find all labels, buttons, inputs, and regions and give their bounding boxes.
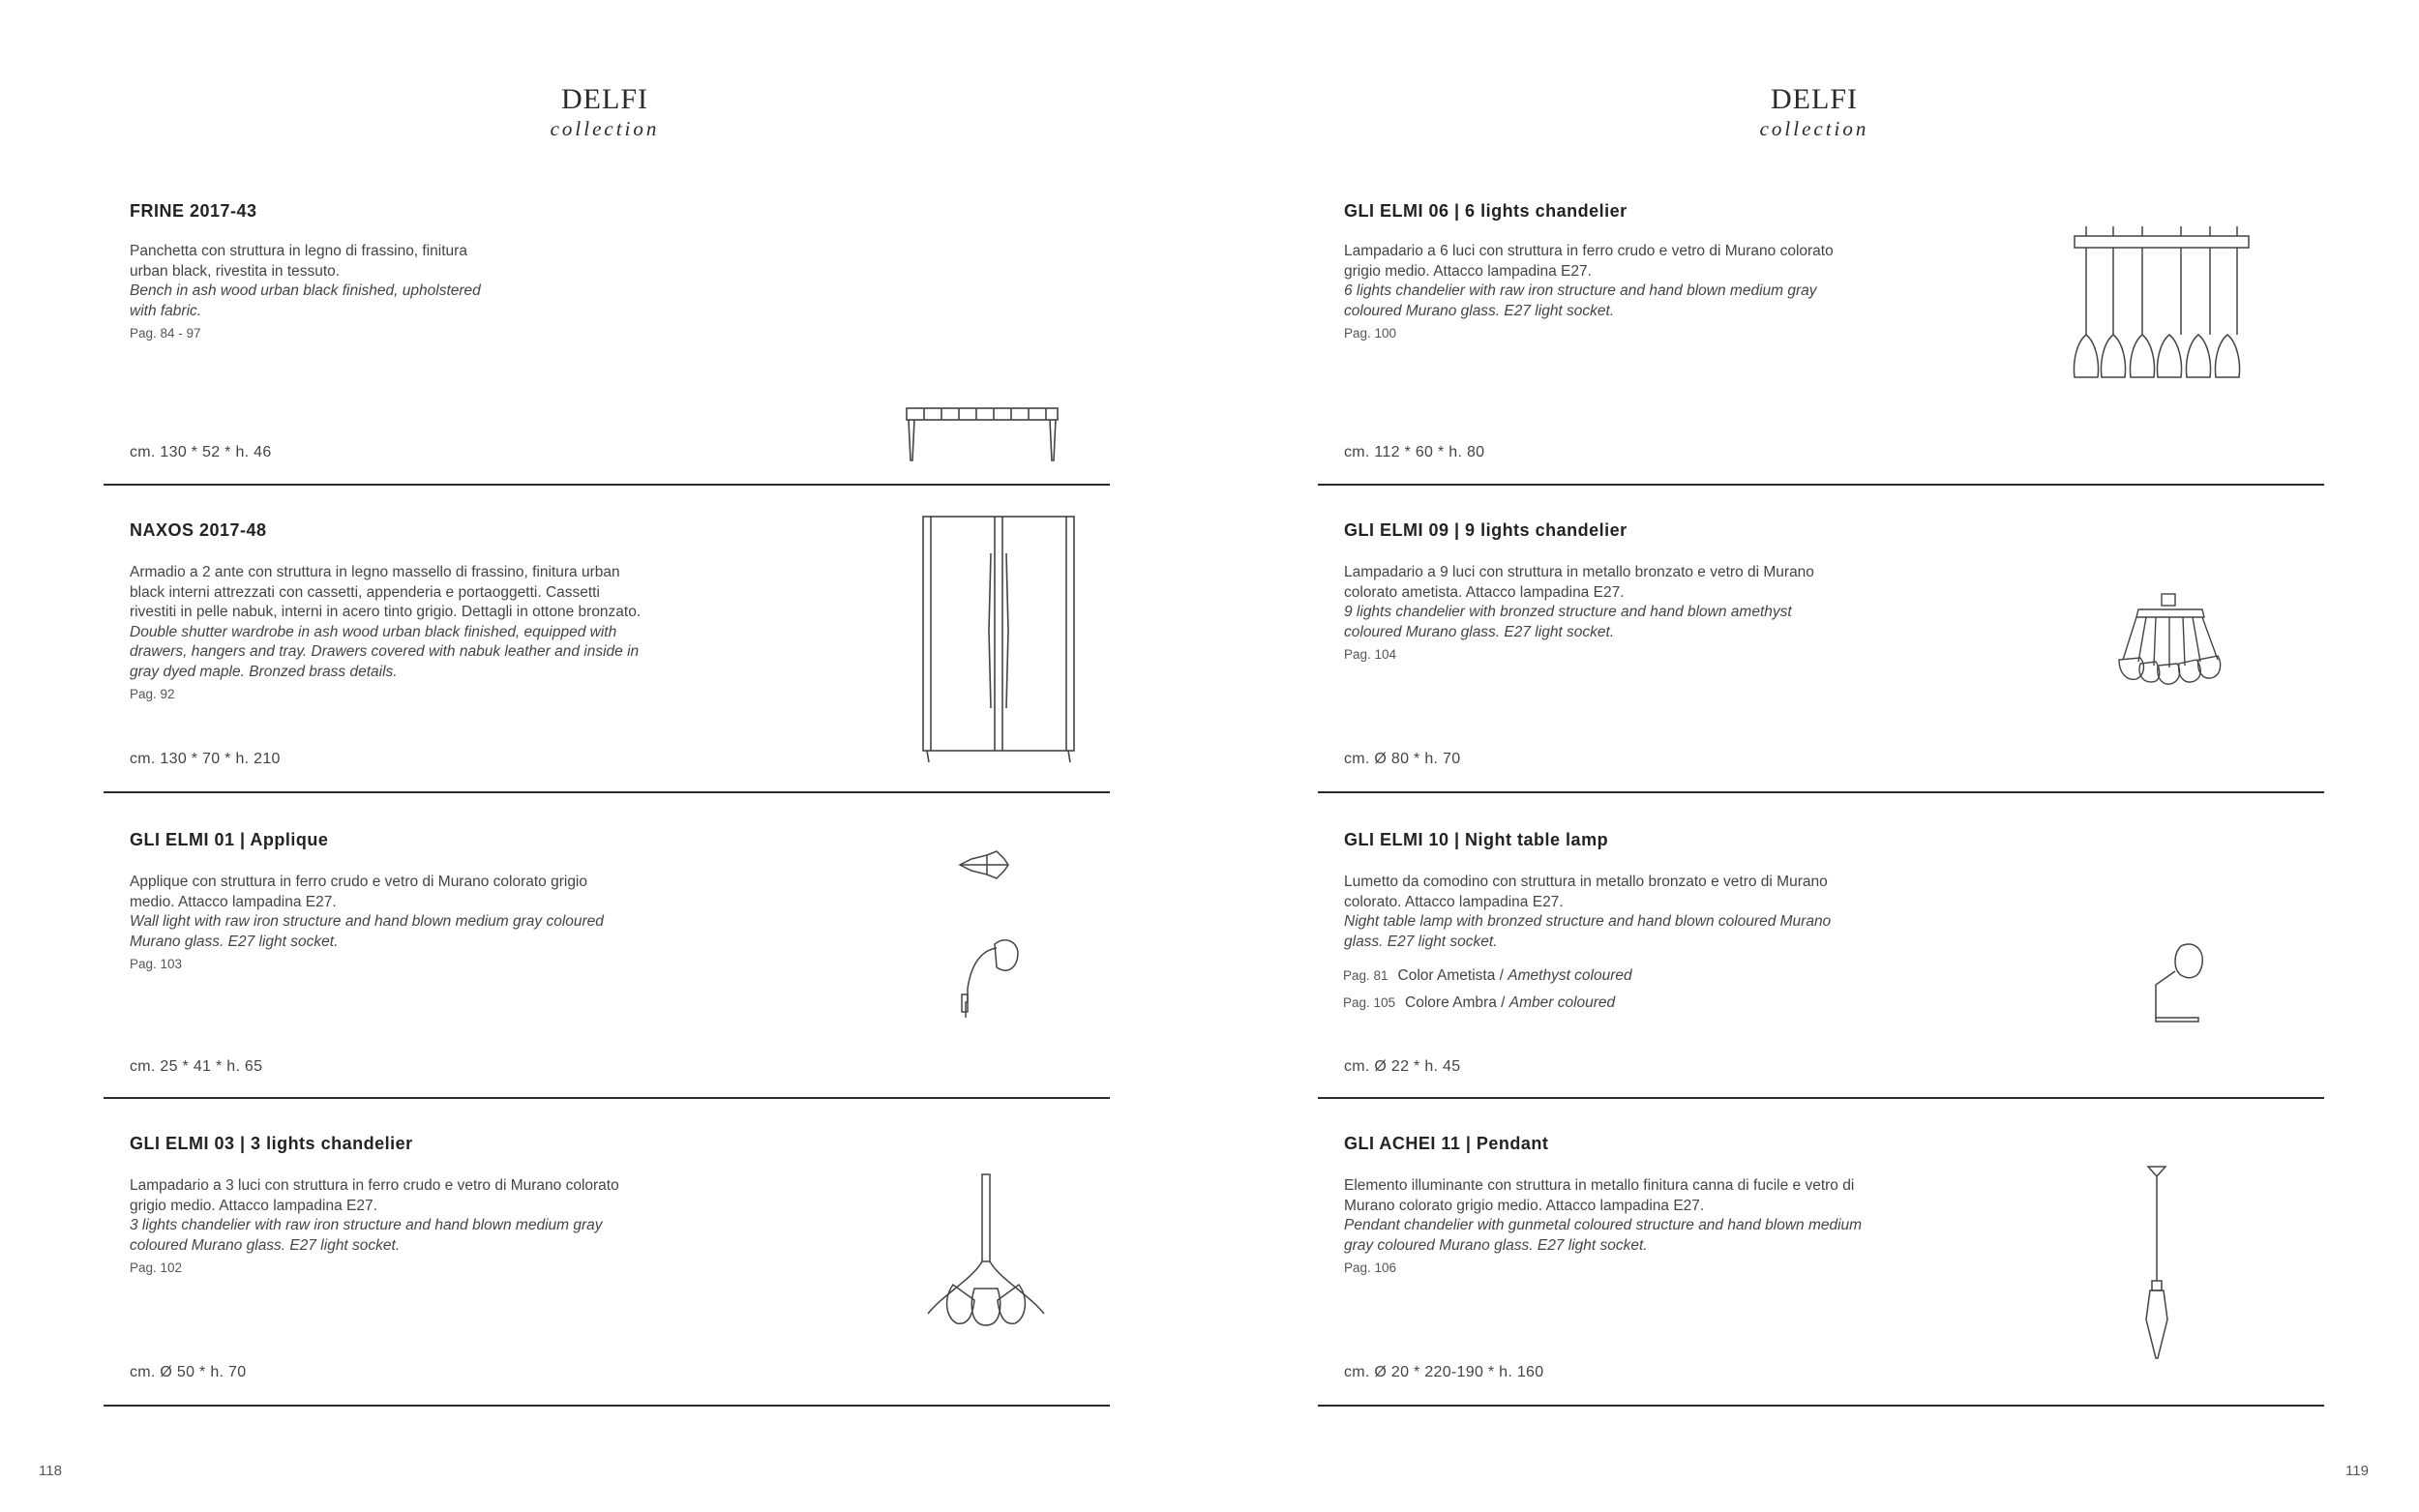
page-reference: Pag. 103 xyxy=(130,957,183,971)
english-text: 9 lights chandelier with bronzed structure and hand blown amethyst coloured Murano glass. E27 light socket. xyxy=(1344,604,1792,640)
left-page-header xyxy=(0,83,1210,141)
product-title: GLI ELMI 01 | Applique xyxy=(130,830,329,849)
english-text: Wall light with raw iron structure and hand blown medium gray coloured Murano glass. E27 light socket. xyxy=(130,913,604,950)
product-description xyxy=(1344,1176,1867,1279)
brand-title: DELFI xyxy=(561,83,648,115)
product-dimensions: cm. 25 * 41 * h. 65 xyxy=(130,1058,263,1075)
product-title: GLI ELMI 06 | 6 lights chandelier xyxy=(1344,201,1628,221)
product-title: GLI ELMI 10 | Night table lamp xyxy=(1344,830,1609,849)
product-entry-gli-elmi-10 xyxy=(1318,793,2324,1099)
italian-text: Lampadario a 6 luci con struttura in ferro crudo e vetro di Murano colorato grigio medio. Attacco lampadina E27. xyxy=(1344,243,1834,280)
variant-italian-label: Color Ametista / xyxy=(1397,967,1508,984)
variant-page-reference: Pag. 81 xyxy=(1343,968,1389,983)
english-text: Bench in ash wood urban black finished, upholstered with fabric. xyxy=(130,282,481,319)
right-page xyxy=(1210,0,2419,1512)
page-reference: Pag. 84 - 97 xyxy=(130,326,201,341)
color-variant-amber xyxy=(1343,994,1615,1012)
product-description xyxy=(1344,873,1847,952)
product-dimensions: cm. Ø 50 * h. 70 xyxy=(130,1364,247,1380)
product-entry-gli-elmi-01 xyxy=(104,793,1110,1099)
product-dimensions: cm. 112 * 60 * h. 80 xyxy=(1344,444,1485,460)
page-reference: Pag. 104 xyxy=(1344,647,1397,662)
right-page-header xyxy=(1210,83,2419,141)
collection-subtitle: collection xyxy=(550,117,660,140)
color-variant-amethyst xyxy=(1343,967,1632,985)
italian-text: Armadio a 2 ante con struttura in legno massello di frassino, finitura urban black interni attrezzati con cassetti, appenderia e portaoggetti. Cassetti rivestiti in pelle nabuk, interni in acero tinto grigio. Dettagli in ottone bronzato. xyxy=(130,564,642,620)
product-dimensions: cm. 130 * 52 * h. 46 xyxy=(130,444,272,460)
variant-english-label: Amethyst coloured xyxy=(1508,967,1632,984)
english-text: Night table lamp with bronzed structure and hand blown coloured Murano glass. E27 light socket. xyxy=(1344,913,1832,950)
product-entry-gli-elmi-09 xyxy=(1318,486,2324,793)
product-title: GLI ELMI 03 | 3 lights chandelier xyxy=(130,1134,413,1153)
product-description xyxy=(130,563,642,705)
italian-text: Applique con struttura in ferro crudo e vetro di Murano colorato grigio medio. Attacco lampadina E27. xyxy=(130,874,587,910)
page-reference: Pag. 106 xyxy=(1344,1260,1397,1275)
bench-drawing-icon xyxy=(905,406,1060,464)
product-title: GLI ELMI 09 | 9 lights chandelier xyxy=(1344,520,1628,540)
table-lamp-drawing-icon xyxy=(2152,942,2210,1023)
product-entry-gli-achei-11 xyxy=(1318,1099,2324,1407)
english-text: 6 lights chandelier with raw iron structure and hand blown medium gray coloured Murano glass. E27 light socket. xyxy=(1344,282,1817,319)
product-description xyxy=(1344,563,1847,666)
product-dimensions: cm. Ø 20 * 220-190 * h. 160 xyxy=(1344,1364,1544,1380)
page-reference: Pag. 100 xyxy=(1344,326,1397,341)
italian-text: Lumetto da comodino con struttura in metallo bronzato e vetro di Murano colorato. Attacco lampadina E27. xyxy=(1344,874,1828,910)
product-description xyxy=(130,1176,633,1279)
product-description xyxy=(1344,242,1867,344)
variant-italian-label: Colore Ambra / xyxy=(1405,994,1509,1011)
product-dimensions: cm. Ø 80 * h. 70 xyxy=(1344,751,1461,767)
brand-title: DELFI xyxy=(1771,83,1858,115)
product-description xyxy=(130,242,497,344)
product-title: GLI ACHEI 11 | Pendant xyxy=(1344,1134,1549,1153)
pendant-drawing-icon xyxy=(2142,1165,2171,1364)
six-light-chandelier-drawing-icon xyxy=(2073,226,2251,381)
wall-light-drawing-icon xyxy=(958,847,1026,1022)
product-dimensions: cm. Ø 22 * h. 45 xyxy=(1344,1058,1461,1075)
product-entry-gli-elmi-06 xyxy=(1318,182,2324,486)
italian-text: Lampadario a 9 luci con struttura in metallo bronzato e vetro di Murano colorato ametista. Attacco lampadina E27. xyxy=(1344,564,1814,601)
page-reference: Pag. 92 xyxy=(130,687,175,701)
three-light-chandelier-drawing-icon xyxy=(924,1172,1050,1327)
italian-text: Panchetta con struttura in legno di frassino, finitura urban black, rivestita in tessuto. xyxy=(130,243,467,280)
page-number: 119 xyxy=(2345,1463,2369,1479)
nine-light-chandelier-drawing-icon xyxy=(2117,592,2224,689)
english-text: Pendant chandelier with gunmetal coloured structure and hand blown medium gray coloured Murano glass. E27 light socket. xyxy=(1344,1217,1863,1254)
product-title: FRINE 2017-43 xyxy=(130,201,257,221)
english-text: Double shutter wardrobe in ash wood urban black finished, equipped with drawers, hangers and tray. Drawers covered with nabuk leather and inside in gray dyed maple. Bronzed brass details. xyxy=(130,623,640,680)
product-entry-gli-elmi-03 xyxy=(104,1099,1110,1407)
page-number: 118 xyxy=(39,1463,62,1479)
product-description xyxy=(130,873,633,975)
english-text: 3 lights chandelier with raw iron structure and hand blown medium gray coloured Murano glass. E27 light socket. xyxy=(130,1217,603,1254)
italian-text: Elemento illuminante con struttura in metallo finitura canna di fucile e vetro di Murano colorato grigio medio. Attacco lampadina E27. xyxy=(1344,1177,1855,1214)
product-entry-frine xyxy=(104,182,1110,486)
product-dimensions: cm. 130 * 70 * h. 210 xyxy=(130,751,281,767)
variant-english-label: Amber coloured xyxy=(1508,994,1616,1011)
page-reference: Pag. 102 xyxy=(130,1260,183,1275)
wardrobe-drawing-icon xyxy=(921,515,1076,764)
product-entry-naxos xyxy=(104,486,1110,793)
product-title: NAXOS 2017-48 xyxy=(130,520,267,540)
collection-subtitle: collection xyxy=(1759,117,1869,140)
variant-page-reference: Pag. 105 xyxy=(1343,995,1396,1010)
italian-text: Lampadario a 3 luci con struttura in ferro crudo e vetro di Murano colorato grigio medio. Attacco lampadina E27. xyxy=(130,1177,619,1214)
